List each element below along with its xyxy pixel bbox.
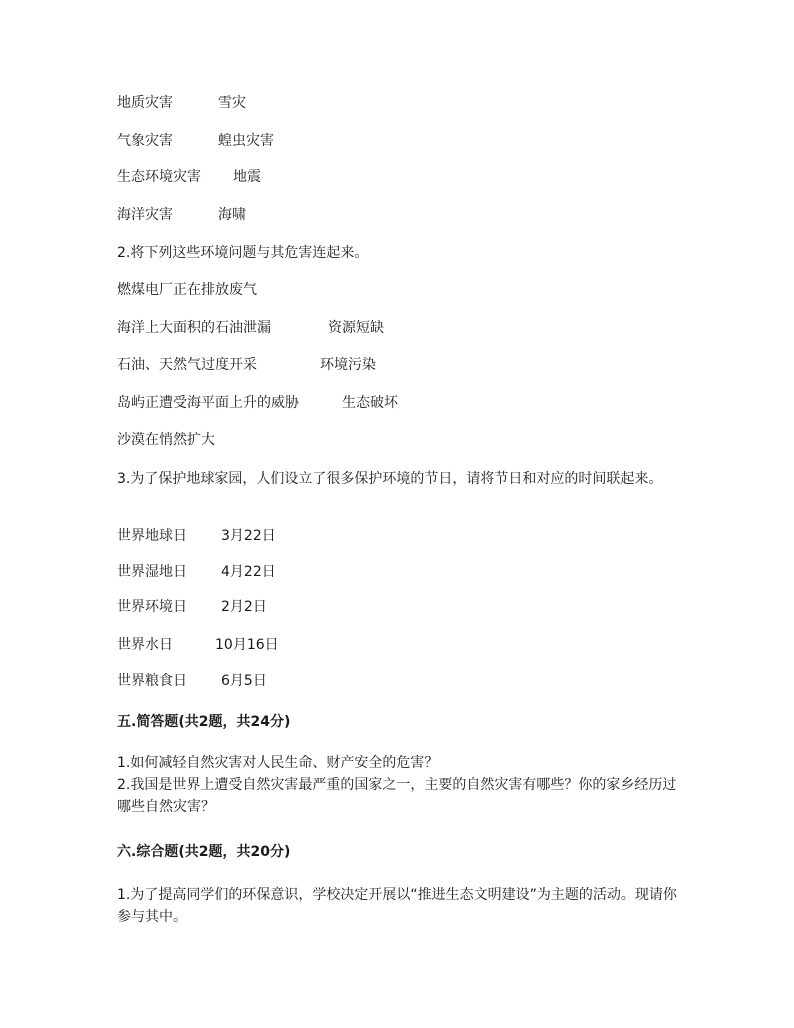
q3-row-left: 世界环境日 bbox=[117, 599, 187, 615]
section-heading: 五.简答题(共2题，共24分) bbox=[117, 714, 291, 730]
q2-row-left: 沙漠在悄然扩大 bbox=[117, 432, 215, 448]
q2-row-left: 岛屿正遭受海平面上升的威胁 bbox=[117, 395, 299, 411]
q1-pair bbox=[117, 167, 261, 187]
q3-row-left: 世界湿地日 bbox=[117, 564, 187, 580]
q2-row-right: 资源短缺 bbox=[328, 320, 384, 336]
q3-row bbox=[117, 562, 276, 582]
q1-pair-right: 海啸 bbox=[218, 207, 246, 223]
q1-pair-right: 蝗虫灾害 bbox=[218, 133, 274, 149]
q2-row bbox=[117, 280, 257, 300]
q2-row-left: 燃煤电厂正在排放废气 bbox=[117, 282, 257, 298]
q2-prompt: 2.将下列这些环境问题与其危害连起来。 bbox=[117, 245, 369, 261]
q1-pair bbox=[117, 205, 246, 225]
q3-row-right: 10月16日 bbox=[215, 637, 279, 653]
question-text: 1.如何减轻自然灾害对人民生命、财产安全的危害？ bbox=[117, 755, 439, 771]
q1-pair-left: 生态环境灾害 bbox=[117, 169, 201, 185]
question-text: 1.为了提高同学们的环保意识，学校决定开展以“推进生态文明建设”为主题的活动。现请你参与其中。 bbox=[117, 887, 677, 925]
q3-row-right: 6月5日 bbox=[221, 673, 267, 689]
q3-row-left: 世界地球日 bbox=[117, 528, 187, 544]
q2-row bbox=[117, 318, 384, 338]
q3-row-right: 4月22日 bbox=[221, 564, 276, 580]
q1-pair-left: 气象灾害 bbox=[117, 133, 173, 149]
q2-row-right: 环境污染 bbox=[320, 357, 376, 373]
section-heading: 六.综合题(共2题，共20分) bbox=[117, 844, 291, 860]
q2-row bbox=[117, 355, 376, 375]
q1-pair-right: 地震 bbox=[233, 169, 261, 185]
q3-row bbox=[117, 526, 276, 546]
q3-row bbox=[117, 635, 279, 655]
q1-pair-right: 雪灾 bbox=[218, 95, 246, 111]
q3-row-left: 世界水日 bbox=[117, 637, 173, 653]
q3-row bbox=[117, 597, 267, 617]
q2-row-left: 石油、天然气过度开采 bbox=[117, 357, 257, 373]
q1-pair bbox=[117, 93, 246, 113]
q2-row bbox=[117, 393, 398, 413]
q1-pair bbox=[117, 131, 274, 151]
q3-row bbox=[117, 671, 267, 691]
q3-prompt: 3.为了保护地球家园，人们设立了很多保护环境的节日，请将节日和对应的时间联起来。 bbox=[117, 471, 663, 487]
q2-row-right: 生态破坏 bbox=[342, 395, 398, 411]
q1-pair-left: 地质灾害 bbox=[117, 95, 173, 111]
q3-row-left: 世界粮食日 bbox=[117, 673, 187, 689]
q3-row-right: 2月2日 bbox=[221, 599, 267, 615]
q2-row-left: 海洋上大面积的石油泄漏 bbox=[117, 320, 271, 336]
q2-row bbox=[117, 430, 215, 450]
q3-row-right: 3月22日 bbox=[221, 528, 276, 544]
q1-pair-left: 海洋灾害 bbox=[117, 207, 173, 223]
question-text: 2.我国是世界上遭受自然灾害最严重的国家之一，主要的自然灾害有哪些？你的家乡经历过哪些自然灾害？ bbox=[117, 777, 677, 815]
